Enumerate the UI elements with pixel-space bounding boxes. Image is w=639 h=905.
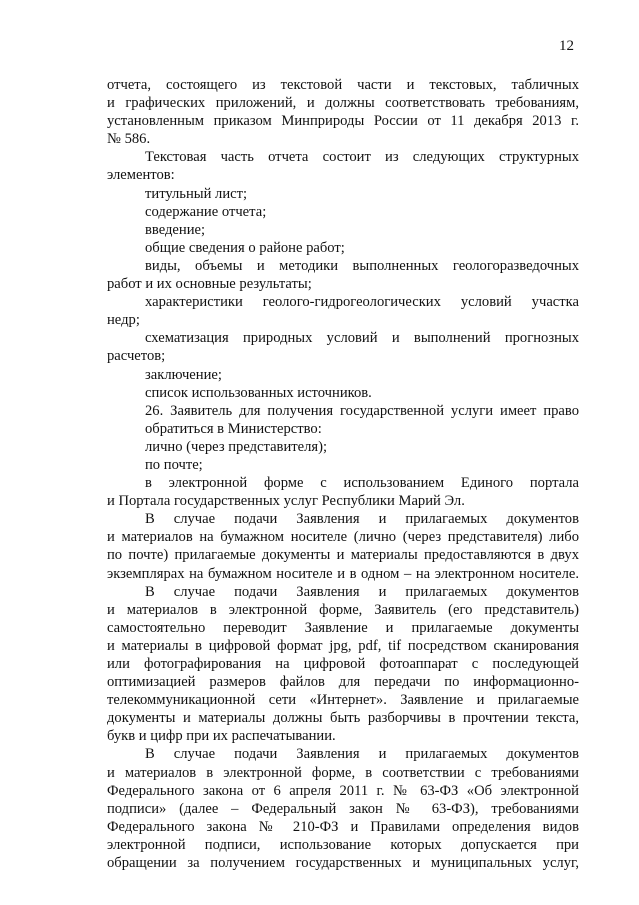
text-line: и материалы в цифровой формат jpg, pdf, tif посредством сканирования xyxy=(107,637,579,654)
text-line: в электронной форме с использованием Единого портала xyxy=(145,475,579,492)
text-line: электронной подписи, использование которых допускается при xyxy=(107,836,579,853)
text-line: № 586. xyxy=(107,131,151,148)
text-line: обращении за получением государственных и муниципальных услуг, xyxy=(107,855,579,872)
text-line: по почте; xyxy=(145,456,203,473)
text-line: заключение; xyxy=(145,366,222,383)
text-line: работ и их основные результаты; xyxy=(107,276,312,293)
text-line: недр; xyxy=(107,312,140,329)
text-line: В случае подачи Заявления и прилагаемых документов xyxy=(145,746,579,763)
text-line: лично (через представителя); xyxy=(145,438,328,455)
text-line: расчетов; xyxy=(107,348,166,365)
text-line: характеристики геолого-гидрогеологических условий участка xyxy=(145,294,579,311)
text-line: или фотографирования на цифровой фотоаппарат с последующей xyxy=(107,656,579,672)
text-line: документы и материалы должны быть разборчивы в прочтении текста, xyxy=(107,710,579,727)
text-line: и материалов в электронной форме, в соответствии с требованиями xyxy=(107,764,579,781)
text-line: 26. Заявитель для получения государственной услуги имеет право xyxy=(145,402,579,419)
text-line: подписи» (далее – Федеральный закон № 63-ФЗ), требованиями xyxy=(107,800,579,817)
text-line: и материалов на бумажном носителе (лично (через представителя) либо xyxy=(107,529,579,546)
text-line: В случае подачи Заявления и прилагаемых документов xyxy=(145,511,579,528)
text-line: обратиться в Министерство: xyxy=(145,420,322,437)
text-line: список использованных источников. xyxy=(145,384,372,401)
text-line: по почте) прилагаемые документы и материалы предоставляются в двух xyxy=(107,547,579,564)
text-line: общие сведения о районе работ; xyxy=(145,239,345,256)
text-line: и материалов в электронной форме, Заявитель (его представитель) xyxy=(107,601,579,618)
text-line: и графических приложений, и должны соответствовать требованиям, xyxy=(107,95,579,112)
text-line: самостоятельно переводит Заявление и прилагаемые документы xyxy=(107,619,579,636)
text-line: телекоммуникационной сети «Интернет». Заявление и прилагаемые xyxy=(107,692,579,709)
text-line: и Портала государственных услуг Республики Марий Эл. xyxy=(107,493,465,510)
text-line: экземплярах на бумажном носителе и в одном – на электронном носителе. xyxy=(107,565,579,582)
text-line: схематизация природных условий и выполнений прогнозных xyxy=(145,330,579,347)
text-line: Текстовая часть отчета состоит из следующих структурных xyxy=(145,149,579,166)
text-line: элементов: xyxy=(107,167,175,184)
text-line: установленным приказом Минприроды России от 11 декабря 2013 г. xyxy=(107,113,579,130)
text-line: Федерального закона от 6 апреля 2011 г. № 63-ФЗ «Об электронной xyxy=(107,782,579,799)
text-line: букв и цифр при их распечатывании. xyxy=(107,728,336,745)
text-line: Федерального закона № 210-ФЗ и Правилами определения видов xyxy=(107,818,579,835)
document-body xyxy=(107,76,579,872)
text-line: содержание отчета; xyxy=(145,203,267,220)
text-line: введение; xyxy=(145,221,206,238)
text-line: титульный лист; xyxy=(145,185,248,202)
text-line: отчета, состоящего из текстовой части и текстовых, табличных xyxy=(107,77,579,93)
text-line: оптимизацией размеров файлов для передачи по информационно- xyxy=(107,674,579,691)
text-line: виды, объемы и методики выполненных геологоразведочных xyxy=(145,257,579,274)
page-number: 12 xyxy=(559,38,574,54)
text-line: В случае подачи Заявления и прилагаемых документов xyxy=(145,583,579,600)
